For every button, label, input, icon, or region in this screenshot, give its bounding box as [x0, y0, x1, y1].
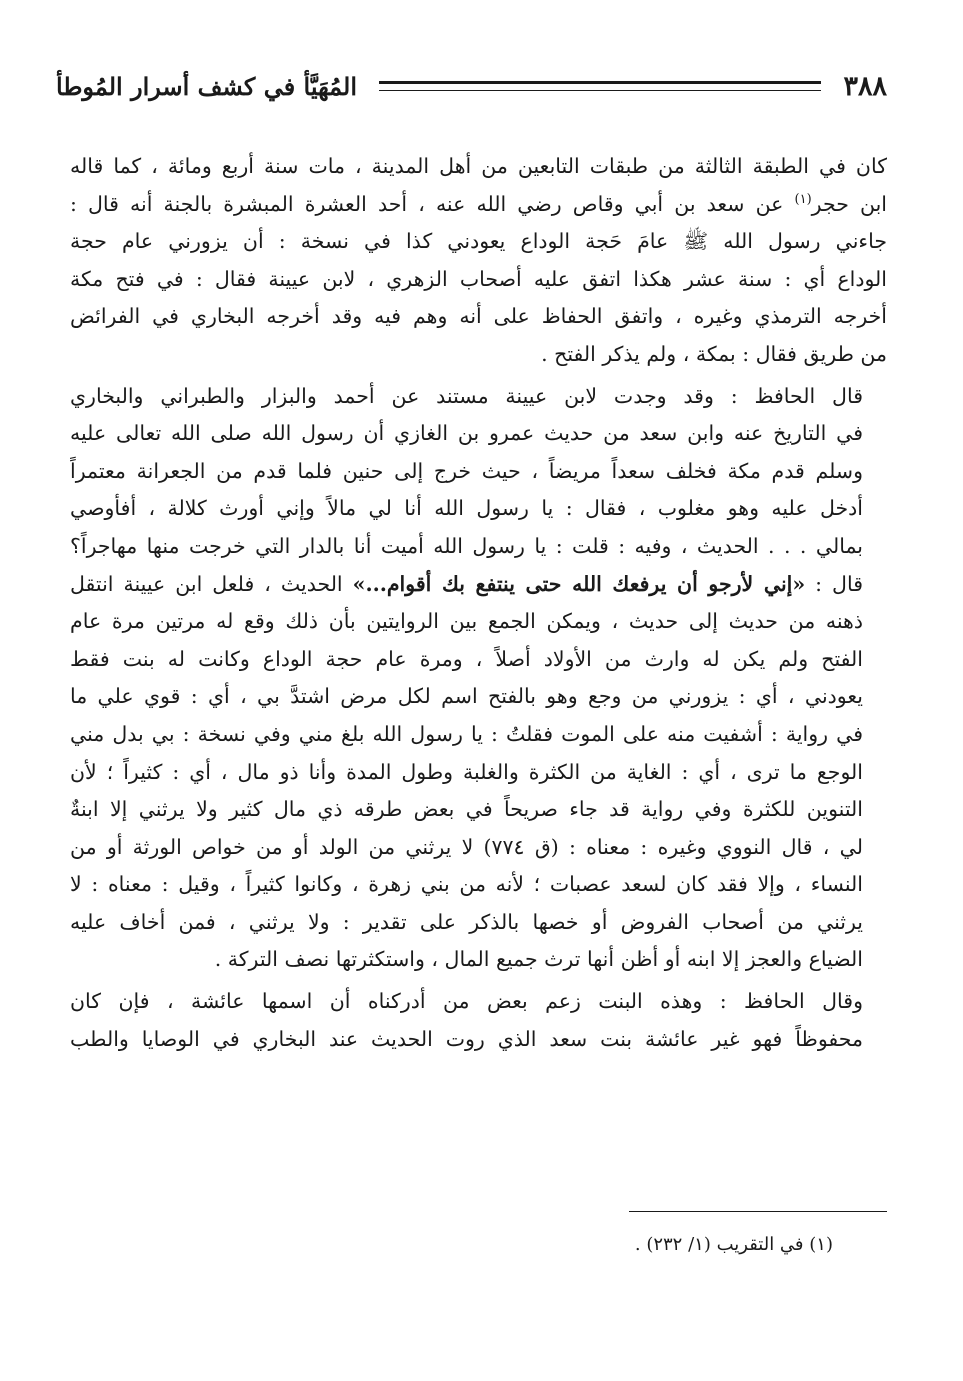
text-line: من طريق فقال : بمكة ، ولم يذكر الفتح . [541, 341, 887, 366]
body-text [70, 148, 887, 1058]
paragraph-3 [70, 983, 887, 1058]
footnote-1: (١) في التقريب (١/ ٢٣٢) . [634, 1234, 833, 1255]
text-line: الضياع والعجز إلا ابنه أو أظن أنها ترث جميع المال ، واستكثرتها نصف التركة . [214, 947, 863, 972]
footnote-separator [629, 1211, 887, 1212]
hadith-quote: «إني لأرجو أن يرفعك الله حتى ينتفع بك أقوام...» [352, 571, 806, 596]
text-line: في التاريخ عنه وابن سعد من حديث عمرو بن الغازي أن رسول الله صلى الله تعالى عليه [70, 421, 863, 446]
text-line [70, 186, 887, 224]
text-line: التنوين للكثرة وفي رواية قد جاء صريحاً في بعض طرقه ذي مال كثير ولا يرثني إلا ابنةٌ [70, 797, 863, 822]
text-line: يرثني من أصحاب الفروض أو خصها بالذكر على تقدير : ولا يرثني ، فمن أخاف عليه [70, 909, 863, 934]
text-line: الوداع أي : سنة عشر هكذا اتفق عليه أصحاب الزهري ، لابن عيينة فقال : في فتح مكة [70, 266, 887, 291]
text-line: الوجع ما ترى ، أي : الغاية من الكثرة والغلبة وطول المدة وأنا ذو مال ، أي : كثيراً ؛ لأن [70, 759, 864, 784]
text-line: ذهنه من حديث إلى حديث ، ويمكن الجمع بين الروايتين بأن ذلك وقع له مرتين مرة عام [70, 609, 863, 634]
text-line: وسلم قدم مكة فخلف سعداً مريضاً ، حيث خرج إلى حنين فلما قدم من الجعرانة معتمراً [70, 458, 863, 483]
footnote-marker[interactable]: (١) [794, 191, 812, 207]
text-line [70, 566, 887, 604]
text-segment: قال : [805, 571, 863, 596]
text-line: محفوظاً فهو غير عائشة بنت سعد الذي روت الحديث عند البخاري في الوصايا والطب [70, 1026, 863, 1051]
text-line: قال الحافظ : وقد وجدت لابن عيينة مستند عن أحمد والبزار والطبراني والبخاري [70, 383, 863, 408]
text-segment: ابن حجر [811, 191, 887, 216]
paragraph-2 [70, 378, 887, 980]
header-rule [379, 81, 821, 91]
text-line: أدخل عليه وهو مغلوب ، فقال : يا رسول الله أنا لي مالاً وإني أورث كلالة ، أفأوصي [70, 496, 863, 521]
text-line: كان في الطبقة الثالثة من طبقات التابعين من أهل المدينة ، مات سنة أربع ومائة ، كما قاله [70, 154, 887, 178]
text-line: النساء ، وإلا فقد كان لسعد عصبات ؛ لأنه من بني زهرة ، وكانوا كثيراً ، وقيل : معناه : لا [70, 872, 863, 897]
page-number: ٣٨٨ [843, 70, 887, 102]
text-line: يعودني ، أي : يزورني من وجع وهو بالفتح اسم لكل مرض اشتدَّ بي ، أي : قوي علي ما [70, 684, 863, 709]
book-title: المُهَيَّأ في كشف أسرار المُوطأ [56, 71, 357, 101]
text-line: لي ، قال النووي وغيره : معناه : (ق ٧٧٤) لا يرثني من الولد أو من خواص الورثة أو من [70, 834, 863, 859]
text-line: بمالي . . . الحديث ، وفيه : قلت : يا رسول الله أميت أنا بالدار التي خرجت منها مهاجراً؟ [70, 533, 863, 558]
text-line: الفتح ولم يكن له وارث من الأولاد أصلاً ، ومرة عام حجة الوداع وكانت له بنت فقط [70, 646, 863, 671]
text-segment: عن سعد بن أبي وقاص رضي الله عنه ، أحد العشرة المبشرة بالجنة أنه قال : [70, 191, 795, 216]
running-header [56, 64, 887, 108]
text-line: جاءني رسول الله ﷺ عامَ حَجة الوداع يعودني كذا في نسخة : أن يزورني عام حجة [70, 229, 887, 254]
text-segment: الحديث ، فلعل ابن عيينة انتقل [70, 571, 353, 596]
text-line: وقال الحافظ : وهذه البنت زعم بعض من أدركناه أن اسمها عائشة ، فإن كان [70, 989, 863, 1014]
text-line: في رواية : أشفيت منه على الموت فقلتُ : يا رسول الله بلغ مني وفي نسخة : بي بدل مني [70, 721, 863, 746]
paragraph-1 [70, 148, 887, 374]
text-line: أخرجه الترمذي وغيره ، واتفق الحفاظ على أنه وهم فيه وقد أخرجه البخاري في الفرائض [70, 304, 887, 329]
